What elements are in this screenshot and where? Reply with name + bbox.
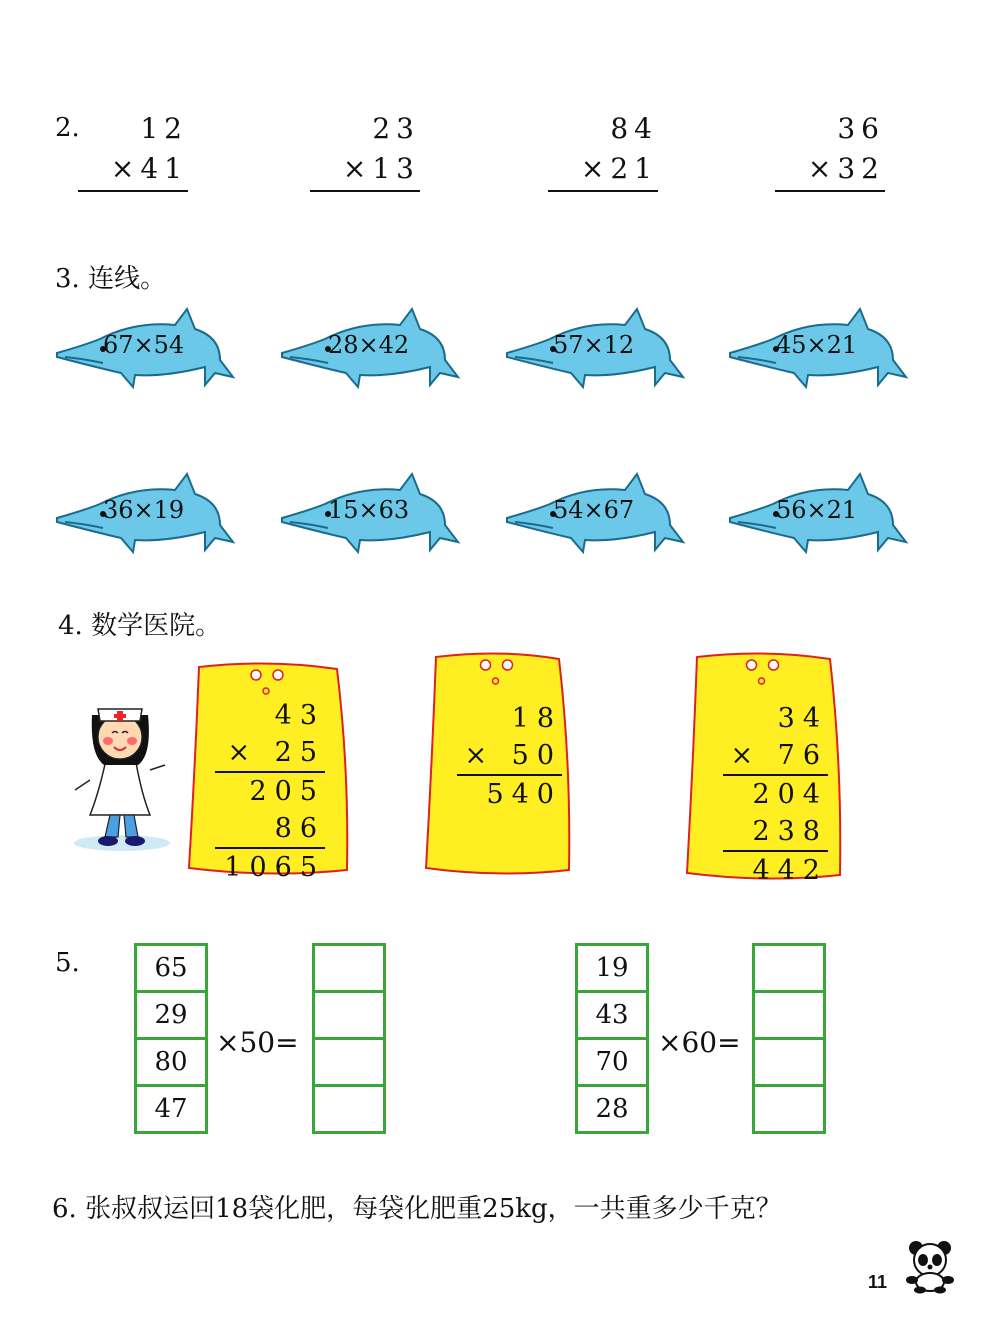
dolphin-card[interactable] xyxy=(280,470,465,560)
dolphin-expression: 54×67 xyxy=(553,496,635,524)
input-number-box: 70 xyxy=(575,1037,649,1087)
answer-column xyxy=(752,946,826,1134)
input-number-box: 80 xyxy=(134,1037,208,1087)
calc-line: 86 xyxy=(274,813,325,844)
calc-line: 1065 xyxy=(215,847,325,886)
calc-line: × 25 xyxy=(227,737,325,768)
input-number-box: 47 xyxy=(134,1084,208,1134)
input-number-box: 65 xyxy=(134,943,208,993)
answer-box[interactable] xyxy=(752,990,826,1040)
multiplicand: 84 xyxy=(610,112,658,145)
multiplicand: 23 xyxy=(372,112,420,145)
page-number: 11 xyxy=(868,1272,888,1292)
calc-line: 34 xyxy=(777,703,828,734)
vertical-multiplication xyxy=(775,112,885,192)
wrong-calculation xyxy=(457,700,562,813)
multiplier: ×32 xyxy=(775,152,885,192)
answer-box[interactable] xyxy=(312,1037,386,1087)
calc-line: × 50 xyxy=(464,740,562,771)
input-number-box: 43 xyxy=(575,990,649,1040)
input-column xyxy=(134,946,208,1134)
answer-box[interactable] xyxy=(752,943,826,993)
input-number-box: 28 xyxy=(575,1084,649,1134)
dolphin-card[interactable] xyxy=(728,305,913,395)
wrong-calculation xyxy=(723,700,828,889)
dolphin-expression: 15×63 xyxy=(328,496,410,524)
dolphin-card[interactable] xyxy=(505,305,690,395)
input-number-box: 19 xyxy=(575,943,649,993)
calc-line: 43 xyxy=(274,700,325,731)
dolphin-expression: 56×21 xyxy=(776,496,858,524)
multiplier: ×41 xyxy=(78,152,188,192)
paper-note xyxy=(683,645,848,885)
q6-question: 6. 张叔叔运回18袋化肥，每袋化肥重25kg，一共重多少千克？ xyxy=(52,1194,782,1224)
vertical-multiplication xyxy=(310,112,420,192)
dolphin-card[interactable] xyxy=(55,470,240,560)
paper-note xyxy=(185,655,355,883)
answer-box[interactable] xyxy=(312,943,386,993)
answer-box[interactable] xyxy=(752,1084,826,1134)
dolphin-expression: 28×42 xyxy=(328,331,410,359)
dolphin-card[interactable] xyxy=(280,305,465,395)
input-number-box: 29 xyxy=(134,990,208,1040)
panda-icon xyxy=(902,1238,958,1294)
multiplicand: 36 xyxy=(837,112,885,145)
multiplicand: 12 xyxy=(140,112,188,145)
dolphin-expression: 57×12 xyxy=(553,331,635,359)
answer-box[interactable] xyxy=(312,1084,386,1134)
vertical-multiplication xyxy=(78,112,188,192)
dolphin-expression: 67×54 xyxy=(103,331,185,359)
answer-box[interactable] xyxy=(752,1037,826,1087)
dolphin-expression: 45×21 xyxy=(776,331,858,359)
dolphin-card[interactable] xyxy=(55,305,240,395)
answer-box[interactable] xyxy=(312,990,386,1040)
q5-label: 5. xyxy=(55,948,80,978)
multiplier: ×13 xyxy=(310,152,420,192)
answer-column xyxy=(312,946,386,1134)
calc-line: 540 xyxy=(457,774,562,813)
calc-line: 238 xyxy=(752,816,828,847)
calc-line: 204 xyxy=(723,774,828,813)
q3-label: 3. 连线。 xyxy=(55,264,167,294)
q2-label: 2. xyxy=(55,113,80,143)
calc-line: × 76 xyxy=(730,740,828,771)
calc-line: 442 xyxy=(723,850,828,889)
multiplier: ×21 xyxy=(548,152,658,192)
multiplier-operator: ×50= xyxy=(216,1026,299,1059)
nurse-illustration xyxy=(60,695,180,855)
dolphin-card[interactable] xyxy=(505,470,690,560)
calc-line: 18 xyxy=(511,703,562,734)
wrong-calculation xyxy=(215,697,325,886)
input-column xyxy=(575,946,649,1134)
calc-line: 205 xyxy=(215,771,325,810)
paper-note xyxy=(422,645,577,880)
multiplier-operator: ×60= xyxy=(658,1026,741,1059)
vertical-multiplication xyxy=(548,112,658,192)
dolphin-card[interactable] xyxy=(728,470,913,560)
dolphin-expression: 36×19 xyxy=(103,496,185,524)
q4-label: 4. 数学医院。 xyxy=(58,611,222,641)
